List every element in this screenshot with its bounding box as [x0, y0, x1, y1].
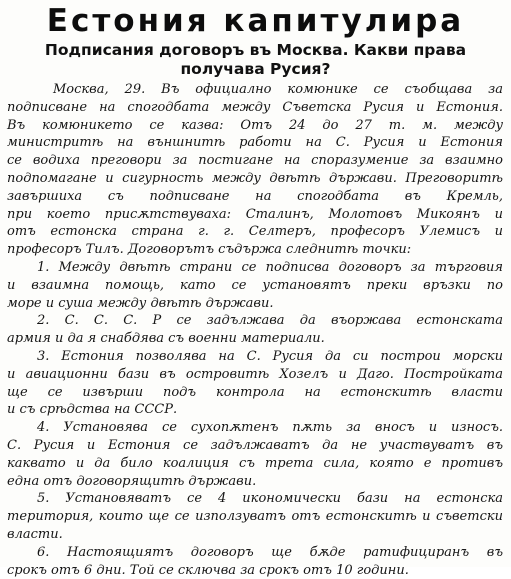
point-5-line: 5. Установяватъ се 4 икономически бази на естонска: [37, 491, 503, 507]
subheadline-line-1: Подписания договоръ въ Москва. Какви права: [44, 41, 467, 59]
point-3-line: и авиационни бази въ островитѣ Хозелъ и Даго. Постройката: [7, 366, 503, 382]
point-3-line: ще се извърши подъ контрола на естонскитѣ власти: [7, 384, 503, 400]
point-3-line: и съ срѣдства на СССР.: [7, 402, 178, 418]
body-line: Москва, 29. Въ официално комюнике се съобщава за: [53, 82, 503, 97]
point-4-line: каквато и да било коалиция съ трета сила, която е противъ: [7, 455, 503, 471]
body-line: при което присѫтствуваха: Сталинъ, Молотовъ Микоянъ и: [7, 206, 503, 222]
point-3-line: 3. Естония позволява на С. Русия да си построи морски: [37, 348, 503, 364]
body-line: подписване на спогодбата между Съветска Русия и Естония.: [7, 99, 503, 115]
point-4-line: една отъ договорящитѣ държави.: [7, 473, 257, 489]
point-1-line: 1. Между двѣтѣ страни се подписва договоръ за търговия: [37, 259, 503, 275]
headline: Естония капитулира: [46, 3, 465, 39]
point-2-line: армия и да я снабдява съ военни материали.: [7, 331, 325, 347]
body-line: завършиха съ подписване на спогодбата въ Кремль,: [7, 188, 503, 204]
article-body: [7, 81, 503, 579]
body-line: министритѣ на външнитѣ работи на С. Русия и Естония: [7, 135, 503, 151]
body-line: Въ комюникето се казва: Отъ 24 до 27 т. м. между: [7, 117, 503, 133]
point-4-line: С. Русия и Естония се задължаватъ да не участвуватъ въ: [7, 437, 503, 453]
point-1-line: и взаимна помощь, като се установятъ преки връзки по: [7, 277, 503, 293]
point-5-line: власти.: [7, 526, 63, 542]
point-1-line: море и суша между двѣтѣ държави.: [7, 295, 274, 311]
subheadline-line-2: получава Русия?: [180, 60, 331, 78]
point-6-line: 6. Настоящиятъ договоръ ще бѫде ратифициранъ въ: [37, 544, 503, 560]
body-line: професоръ Тилъ. Договорътъ съдържа следнитѣ точки:: [7, 242, 412, 258]
point-5-line: територия, които ще се използуватъ отъ естонскитѣ и съветски: [7, 509, 503, 525]
body-line: отъ естонска страна г. г. Селтеръ, професоръ Улемисъ и: [7, 224, 503, 240]
body-line: подпомагане и сигурность между двѣтѣ държави. Преговоритѣ: [7, 170, 503, 186]
point-4-line: 4. Установява се сухопѫтенъ пѫть за вносъ и износъ.: [37, 420, 503, 436]
point-2-line: 2. С. С. С. Р се задължава да въоржава естонската: [37, 313, 503, 329]
point-6-line: срокъ отъ 6 дни. Той се сключва за срокъ отъ 10 години.: [7, 562, 409, 578]
body-line: се водиха преговори за постигане на споразумение за взаимно: [7, 153, 503, 169]
